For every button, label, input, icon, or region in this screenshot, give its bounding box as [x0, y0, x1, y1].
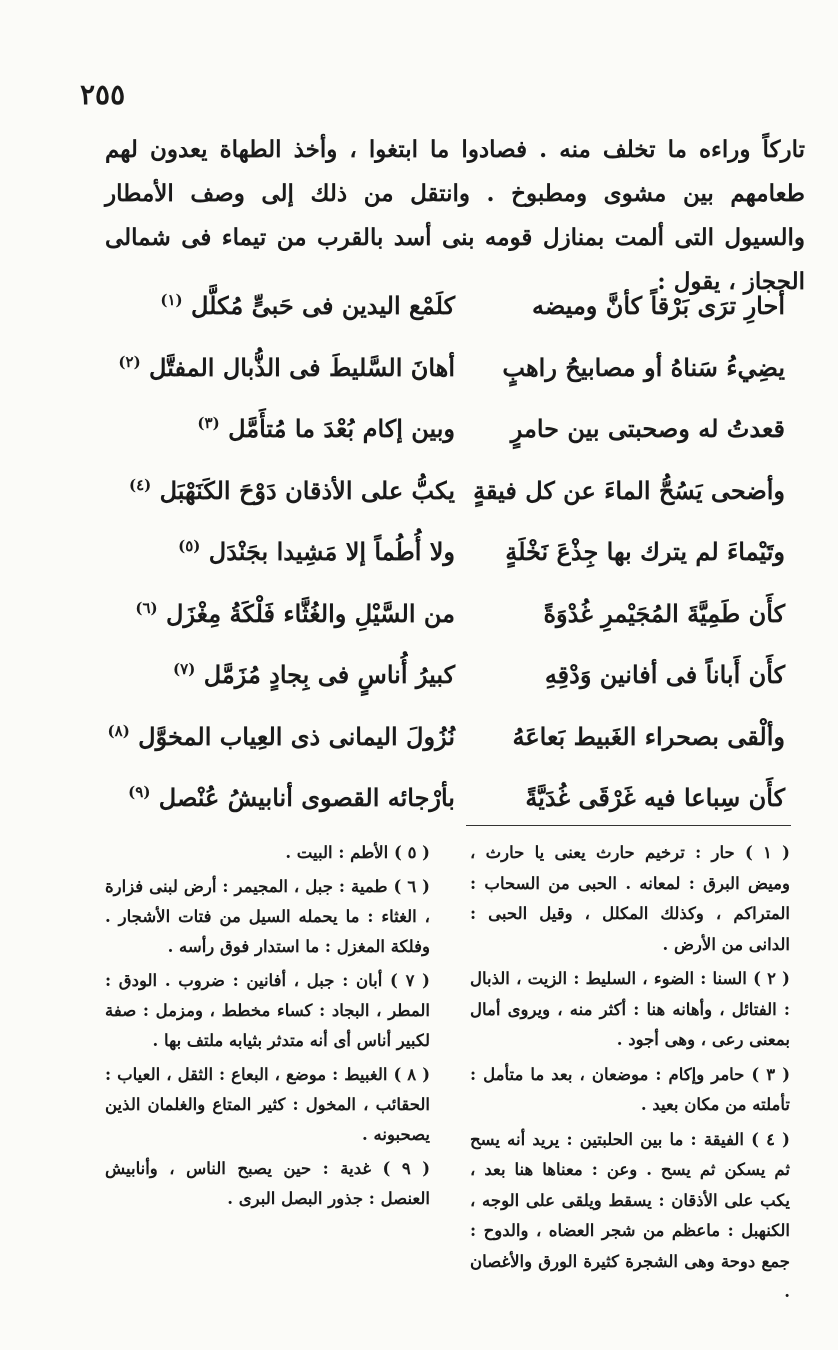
verse-second-text: نُزُولَ اليمانى ذى العِياب المخوَّل — [138, 721, 455, 751]
footnote-ref: (٥) — [178, 537, 201, 555]
verse-second-hemistich — [95, 455, 455, 522]
verse — [95, 270, 785, 332]
verse — [95, 516, 785, 578]
verse-first-hemistich: وأضحى يَسُحُّ الماءَ عن كل فيقةٍ — [473, 475, 785, 505]
verse-first-hemistich: وألْقى بصحراء الغَبيط بَعاعَهُ — [512, 721, 785, 751]
footnote: ( ٧ ) أبان : جبل ، أفانين : ضروب . الودق : المطر ، البجاد : كساء مخطط ، ومزمل : صفة لكبير أناس أى أنه متدثر بثيابه ملتف بها . — [105, 971, 430, 1050]
verse — [95, 393, 785, 455]
footnote: ( ١ ) حار : ترخيم حارث يعنى يا حارث ، وميض البرق : لمعانه . الحبى من السحاب : المتراكم ، وكذلك المكلل ، وقيل الحبى : الدانى من الأرض . — [470, 843, 790, 954]
footnote-ref: (٢) — [118, 352, 141, 371]
verse-second-text: كلَمْع اليدين فى حَبىٍّ مُكلَّل — [191, 291, 455, 320]
footnote-ref: (٦) — [135, 598, 158, 617]
verse-second-hemistich — [95, 516, 455, 583]
footnote: ( ٣ ) حامر وإكام : موضعان ، بعد ما متأمل : تأملته من مكان بعيد . — [470, 1064, 791, 1114]
verse — [95, 455, 785, 517]
verse-first-hemistich: وتَيْماءَ لم يترك بها جِذْعَ نَخْلَةٍ — [505, 537, 785, 566]
verse-first-hemistich: يضِيءُ سَناهُ أو مصابيحُ راهبٍ — [502, 352, 785, 382]
footnote-ref: (١) — [160, 291, 183, 309]
verse — [95, 332, 785, 394]
footnote: ( ٢ ) السنا : الضوء ، السليط : الزيت ، الذبال : الفتائل ، وأهانه هنا : أكثر منه ، ويروى أمال بمعنى رعى ، وهى أجود . — [470, 969, 790, 1049]
verse-first-hemistich: كأَن أَباناً فى أفانين وَدْقِهِ — [544, 660, 785, 689]
footnote: ( ٤ ) الفيقة : ما بين الحلبتين : يريد أنه يسح ثم يسكن ثم يسح . وعن : معناها هنا بعد ، يكب على الأذقان : يسقط ويلقى على الوجه ، الكنهبل : ماعظم من شجر العضاه ، والدوح : جمع دوحة وهى الشجرة كثيرة الورق والأغصان . — [470, 1129, 790, 1301]
verse-second-text: بأرْجائه القصوى أنابيشُ عُنْصل — [158, 783, 455, 812]
verse-second-text: وبين إكام بُعْدَ ما مُتأَمَّل — [228, 414, 455, 443]
footnotes-left-column — [105, 838, 430, 1218]
footnote-ref: (٧) — [173, 660, 196, 678]
verse-second-hemistich — [95, 332, 455, 399]
verse — [95, 762, 785, 824]
verse — [95, 701, 785, 763]
intro-text: تاركاً وراءه ما تخلف منه . فصادوا ما ابتغوا ، وأخذ الطهاة يعدون لهم طعامهم بين مشوى ومطبوخ . وانتقل من ذلك إلى وصف الأمطار والسيول التى ألمت بمنازل قومه بنى أسد بالقرب من تيماء فى شمالى الحجاز ، يقول : — [105, 136, 805, 295]
footnote: ( ٦ ) طمية : جبل ، المجيمر : أرض لبنى فزارة ، الغثاء : ما يحمله السيل من فتات الأشجار . وفلكة المغزل : ما استدار فوق رأسه . — [105, 877, 430, 956]
verse-second-text: ولا أُطُماً إلا مَشِيدا بجَنْدَل — [208, 537, 455, 566]
verse-second-text: يكبُّ على الأذقان دَوْحَ الكَنَهْبَل — [159, 475, 455, 505]
footnote: ( ٨ ) الغبيط : موضع ، البعاع : الثقل ، العياب : الحقائب ، المخول : كثير المتاع والغلمان الذين يصحبونه . — [105, 1065, 431, 1144]
verse — [95, 639, 785, 701]
verse-second-text: أهانَ السَّليطَ فى الذُّبال المفتَّل — [149, 352, 455, 382]
verse-first-hemistich: أحارِ ترَى بَرْقاً كأنَّ وميضه — [532, 291, 785, 320]
footnote-ref: (٣) — [197, 414, 220, 432]
verse-second-text: من السَّيْلِ والغُثَّاء فَلْكَةُ مِغْزَل — [166, 598, 455, 628]
verse — [95, 578, 785, 640]
page-number: ٢٥٥ — [80, 78, 126, 111]
verse-second-hemistich — [95, 762, 455, 829]
verse-second-hemistich — [95, 701, 455, 768]
footnote: ( ٥ ) الأطم : البيت . — [285, 843, 430, 862]
verse-second-hemistich — [95, 639, 455, 706]
verse-first-hemistich: كأَن طَمِيَّةَ المُجَيْمرِ غُدْوَةً — [543, 598, 785, 628]
footnote: ( ٩ ) غدية : حين يصبح الناس ، وأنابيش العنصل : جذور البصل البرى . — [105, 1159, 430, 1208]
verse-first-hemistich: كأَن سِباعا فيه غَرْقَى غُدَيَّةً — [525, 783, 785, 812]
footnotes-right-column — [470, 838, 790, 1312]
footnote-ref: (٩) — [128, 783, 151, 801]
footnote-ref: (٤) — [128, 475, 152, 494]
verse-second-hemistich — [95, 270, 455, 337]
verse-first-hemistich: قعدتُ له وصحبتى بين حامرٍ — [510, 414, 785, 443]
verse-second-text: كبيرُ أُناسٍ فى بِجادٍ مُزَمَّل — [203, 660, 455, 689]
footnote-divider — [466, 825, 791, 826]
verse-second-hemistich — [95, 393, 455, 460]
poem — [95, 270, 785, 824]
footnote-ref: (٨) — [107, 721, 130, 740]
verse-second-hemistich — [95, 578, 455, 645]
